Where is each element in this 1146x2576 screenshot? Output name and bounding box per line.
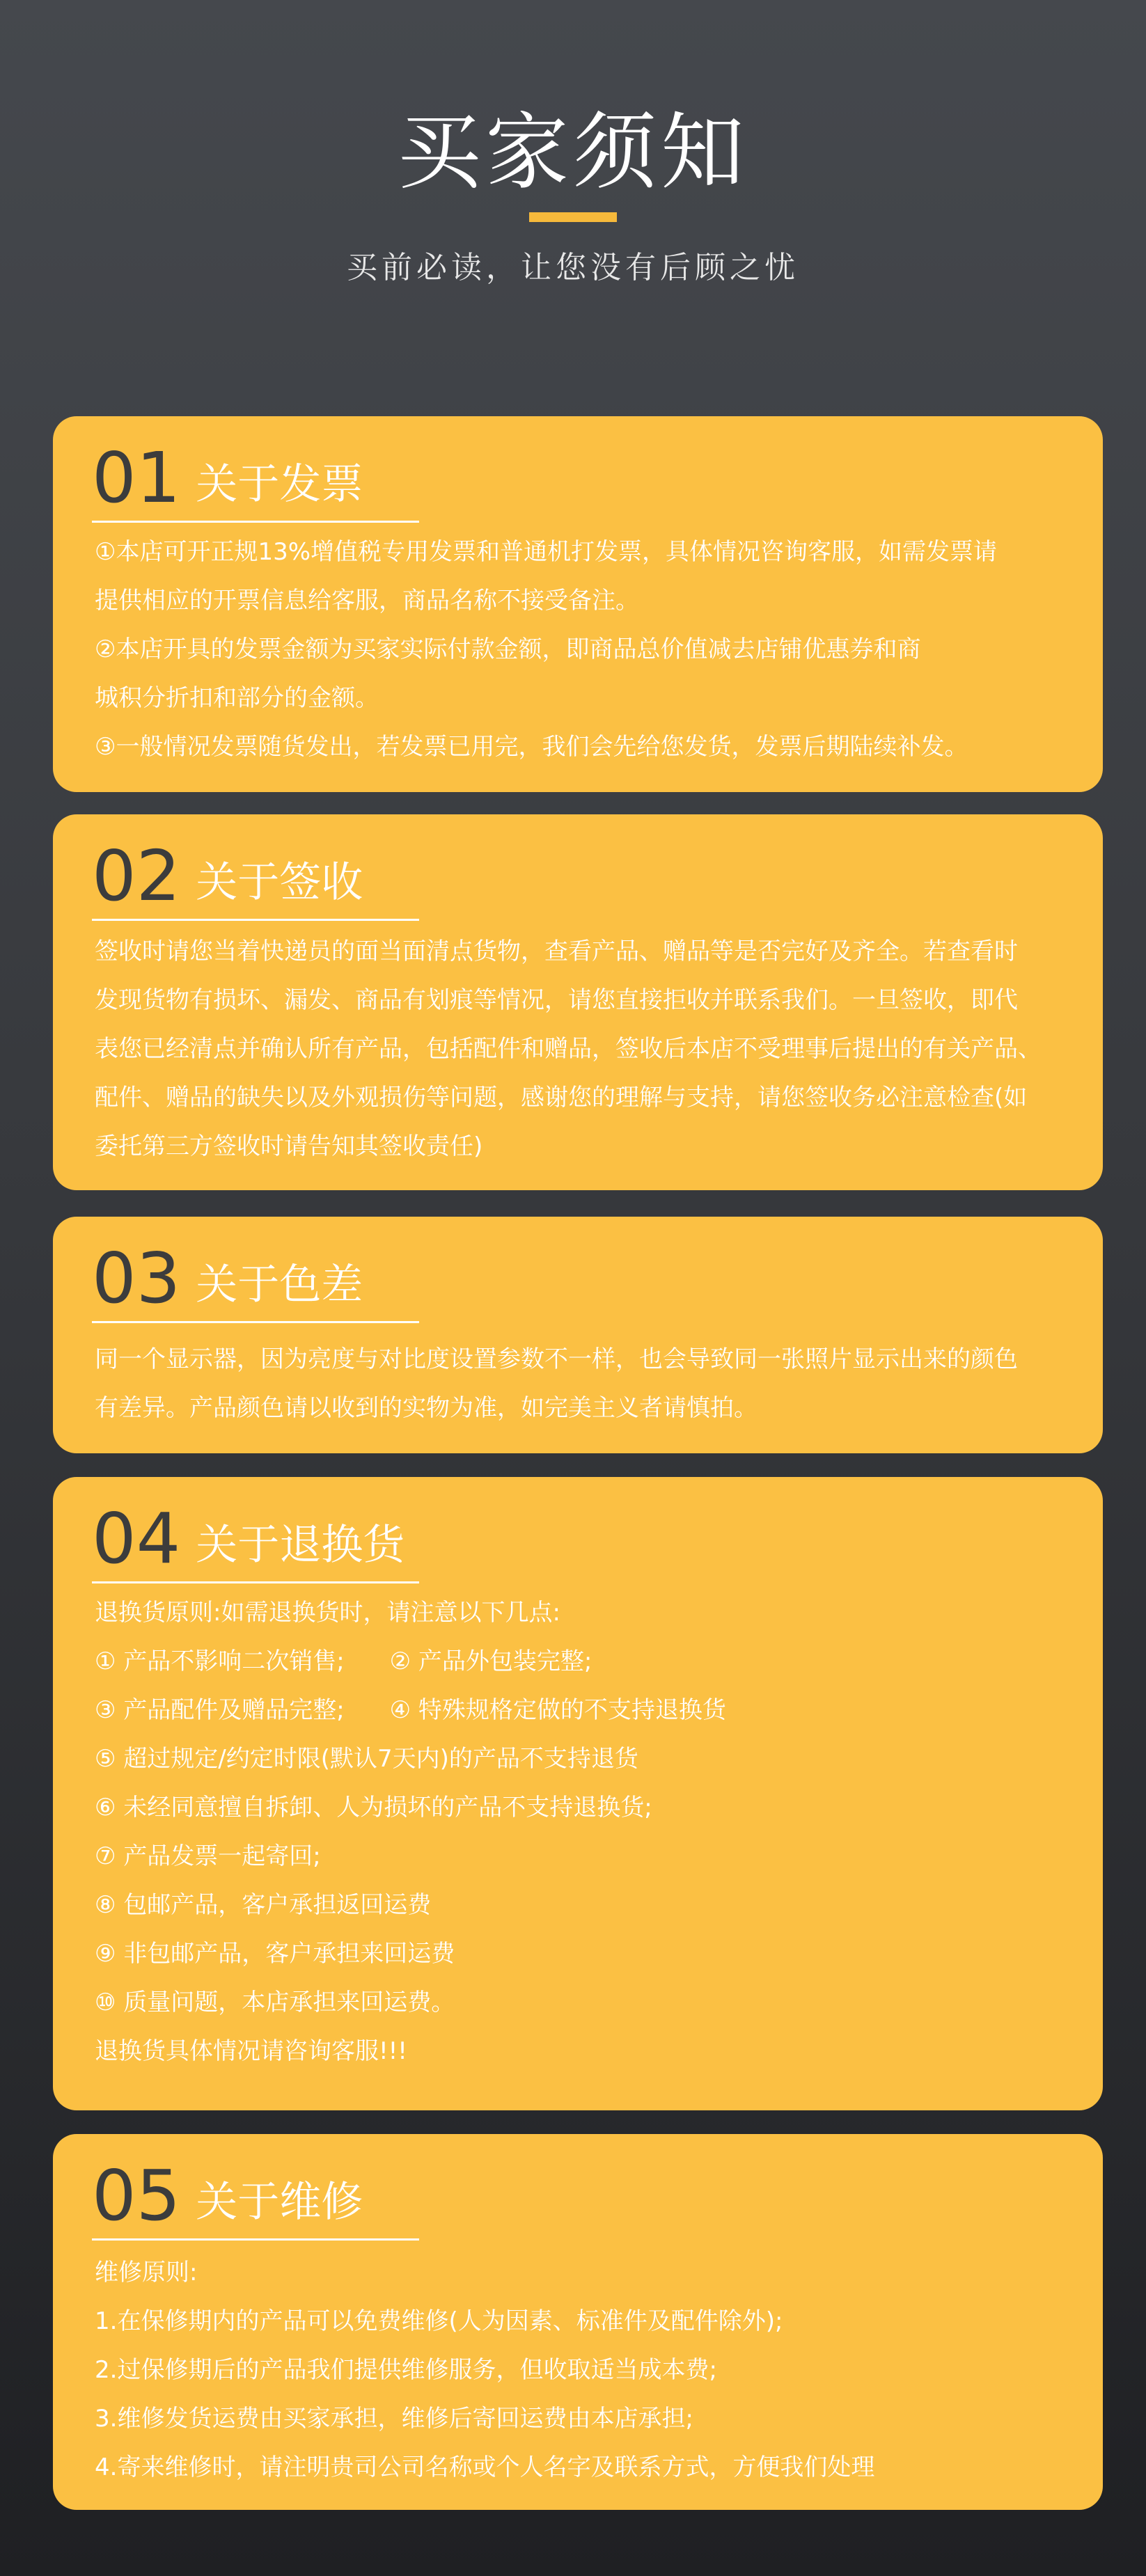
body-line: 表您已经清点并确认所有产品，包括配件和赠品，签收后本店不受理事后提出的有关产品、 [95,1035,1042,1063]
section-divider [92,1321,419,1323]
body-line: ① 产品不影响二次销售; ② 产品外包装完整; [95,1647,592,1675]
body-line: 1.在保修期内的产品可以免费维修(人为因素、标准件及配件除外); [95,2307,783,2335]
section-heading [92,835,363,917]
body-line: ⑤ 超过规定/约定时限(默认7天内)的产品不支持退货 [95,1745,638,1773]
section-number: 05 [92,2155,181,2236]
section-divider [92,919,419,921]
page-subtitle: 买前必读，让您没有后顾之忧 [347,250,799,285]
section-body [95,1335,1061,1432]
section-invoice [53,416,1103,792]
body-line: ①本店可开正规13%增值税专用发票和普通机打发票，具体情况咨询客服，如需发票请 [95,538,998,566]
section-title: 关于色差 [196,1261,363,1309]
body-line: 发现货物有损坏、漏发、商品有划痕等情况，请您直接拒收并联系我们。一旦签收，即代 [95,986,1018,1014]
section-heading [92,2155,363,2236]
section-title: 关于退换货 [196,1521,405,1570]
section-body [95,2248,1061,2492]
section-title: 关于签收 [196,858,363,907]
body-line: 有差异。产品颜色请以收到的实物为准，如完美主义者请慎拍。 [95,1394,758,1422]
page-header [0,0,1146,390]
section-divider [92,521,419,523]
section-number: 03 [92,1238,181,1319]
section-number: 01 [92,437,181,519]
page-title: 买家须知 [398,104,748,201]
section-body [95,1588,1061,2076]
body-line: 4.寄来维修时，请注明贵司公司名称或个人名字及联系方式，方便我们处理 [95,2453,875,2481]
section-title: 关于发票 [196,460,363,509]
body-line: 同一个显示器，因为亮度与对比度设置参数不一样，也会导致同一张照片显示出来的颜色 [95,1345,1018,1373]
body-line: ③一般情况发票随货发出，若发票已用完，我们会先给您发货，发票后期陆续补发。 [95,733,968,761]
section-number: 04 [92,1498,181,1579]
section-divider [92,2238,419,2241]
body-line: 2.过保修期后的产品我们提供维修服务，但收取适当成本费; [95,2356,717,2384]
section-returns [53,1477,1103,2110]
section-body [95,927,1061,1171]
body-line: 委托第三方签收时请告知其签收责任) [95,1132,483,1160]
body-line: 维修原则: [95,2259,198,2286]
section-repair [53,2134,1103,2510]
section-heading [92,437,363,519]
section-receipt [53,814,1103,1190]
body-line: ⑥ 未经同意擅自拆卸、人为损坏的产品不支持退换货; [95,1794,652,1822]
body-line: 提供相应的开票信息给客服，商品名称不接受备注。 [95,587,639,615]
body-line: 配件、赠品的缺失以及外观损伤等问题，感谢您的理解与支持，请您签收务必注意检查(如 [95,1084,1028,1112]
body-line: ⑨ 非包邮产品，客户承担来回运费 [95,1940,455,1968]
title-accent-bar [529,212,617,222]
body-line: 3.维修发货运费由买家承担，维修后寄回运费由本店承担; [95,2405,693,2433]
section-color-difference [53,1217,1103,1453]
section-heading [92,1240,363,1317]
section-heading [92,1498,405,1579]
body-line: ⑧ 包邮产品，客户承担返回运费 [95,1891,432,1919]
body-line: 退换货原则:如需退换货时，请注意以下几点: [95,1599,560,1627]
section-number: 02 [92,835,181,917]
section-divider [92,1581,419,1583]
body-line: ⑩ 质量问题，本店承担来回运费。 [95,1989,455,2016]
body-line: ②本店开具的发票金额为买家实际付款金额，即商品总价值减去店铺优惠券和商 [95,635,921,663]
body-line: 签收时请您当着快递员的面当面清点货物，查看产品、赠品等是否完好及齐全。若查看时 [95,938,1018,965]
section-title: 关于维修 [196,2178,363,2227]
body-line: ⑦ 产品发票一起寄回; [95,1842,321,1870]
body-line: ③ 产品配件及赠品完整; ④ 特殊规格定做的不支持退换货 [95,1696,726,1724]
body-line: 城积分折扣和部分的金额。 [95,684,379,712]
body-line: 退换货具体情况请咨询客服!!! [95,2037,407,2065]
section-body [95,528,1061,771]
